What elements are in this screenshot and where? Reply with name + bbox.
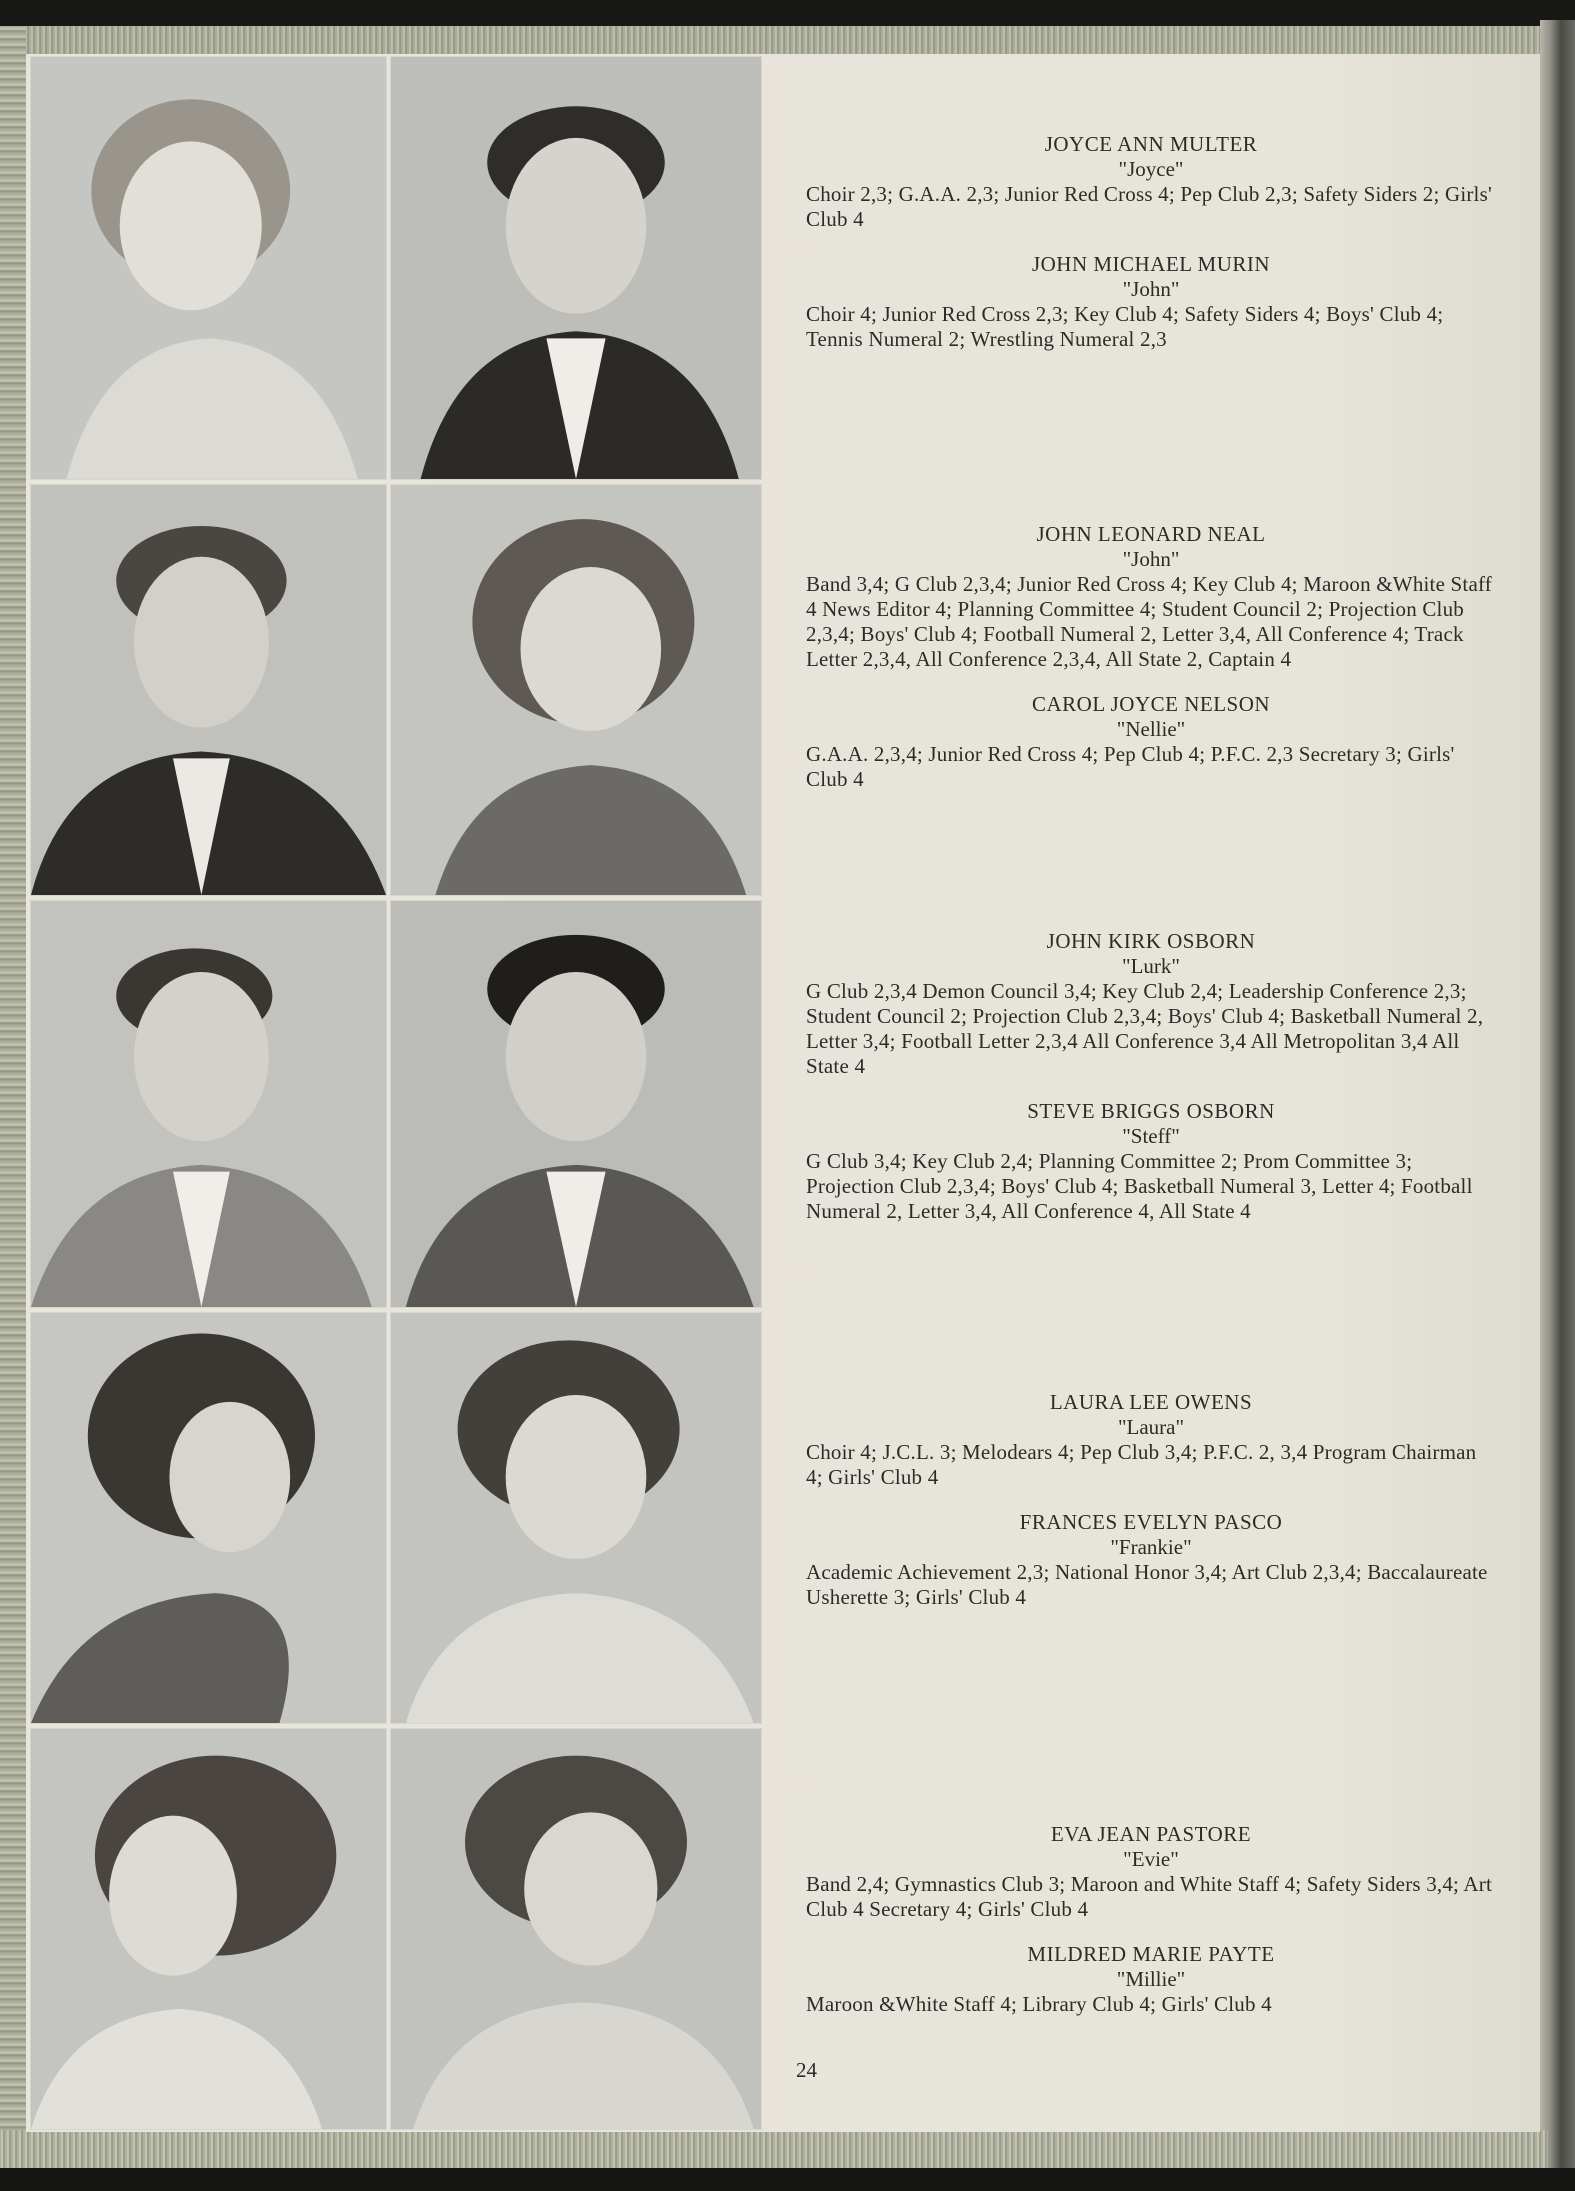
student-name: MILDRED MARIE PAYTE	[1027, 1942, 1275, 1966]
student-nickname: "John"	[1122, 547, 1180, 571]
student-entry	[806, 1510, 1496, 1610]
student-name: JOYCE ANN MULTER	[1044, 132, 1258, 156]
female-portrait-image	[31, 57, 386, 479]
portrait-photo	[30, 484, 387, 896]
book-bottom-edge	[0, 2168, 1575, 2191]
student-nickname: "Steff"	[1122, 1124, 1180, 1148]
portrait-photo	[390, 56, 762, 480]
portrait-photo	[390, 1728, 762, 2130]
yearbook-page	[26, 54, 1540, 2132]
student-nickname: "Joyce"	[1118, 157, 1184, 181]
student-name: JOHN LEONARD NEAL	[1036, 522, 1266, 546]
student-name: EVA JEAN PASTORE	[1050, 1822, 1252, 1846]
student-entry	[806, 692, 1496, 792]
student-name: CAROL JOYCE NELSON	[1031, 692, 1271, 716]
female-portrait-image	[391, 1729, 761, 2129]
student-activities: Choir 4; J.C.L. 3; Melodears 4; Pep Club 3,4; P.F.C. 2, 3,4 Program Chairman 4; Girls' Club 4	[806, 1440, 1477, 1489]
cloth-binding-left	[0, 26, 26, 2168]
male-portrait-image	[391, 57, 761, 479]
student-nickname: "John"	[1122, 277, 1180, 301]
female-portrait-image	[31, 1313, 386, 1723]
male-portrait-image	[31, 901, 386, 1307]
bio-group	[806, 1822, 1496, 2017]
student-nickname: "Lurk"	[1122, 954, 1180, 978]
student-activities: Maroon &White Staff 4; Library Club 4; Girls' Club 4	[806, 1992, 1272, 2016]
portrait-photo	[30, 1312, 387, 1724]
bio-group	[806, 522, 1496, 792]
spine-gutter	[1540, 20, 1575, 2170]
student-entry	[806, 1390, 1496, 1490]
student-name: LAURA LEE OWENS	[1049, 1390, 1253, 1414]
student-activities: Academic Achievement 2,3; National Honor 3,4; Art Club 2,3,4; Baccalaureate Usherette 3; Girls' Club 4	[806, 1560, 1488, 1609]
student-nickname: "Frankie"	[1110, 1535, 1192, 1559]
male-portrait-image	[391, 901, 761, 1307]
student-entry	[806, 929, 1496, 1079]
portrait-photo	[30, 1728, 387, 2130]
portrait-photo	[390, 484, 762, 896]
student-name: JOHN KIRK OSBORN	[1046, 929, 1256, 953]
portrait-photo	[390, 900, 762, 1308]
student-entry	[806, 1822, 1496, 1922]
student-activities: Choir 2,3; G.A.A. 2,3; Junior Red Cross 4; Pep Club 2,3; Safety Siders 2; Girls' Club 4	[806, 182, 1492, 231]
female-portrait-image	[391, 485, 761, 895]
female-portrait-image	[391, 1313, 761, 1723]
bio-group	[806, 1390, 1496, 1610]
student-nickname: "Millie"	[1116, 1967, 1186, 1991]
portrait-photo	[30, 900, 387, 1308]
male-portrait-image	[31, 485, 386, 895]
bio-group	[806, 132, 1496, 352]
student-entry	[806, 132, 1496, 232]
student-name: JOHN MICHAEL MURIN	[1031, 252, 1271, 276]
student-name: STEVE BRIGGS OSBORN	[1027, 1099, 1275, 1123]
student-nickname: "Laura"	[1117, 1415, 1185, 1439]
bio-group	[806, 929, 1496, 1224]
book-top-edge	[0, 0, 1575, 26]
student-entry	[806, 252, 1496, 352]
portrait-photo	[30, 56, 387, 480]
cloth-binding-bottom	[0, 2130, 1548, 2168]
student-activities: Band 3,4; G Club 2,3,4; Junior Red Cross 4; Key Club 4; Maroon &White Staff 4 News Editor 4; Planning Committee 4; Student Council 2; Projection Club 2,3,4; Boys' Club 4; Football Numeral 2, Letter 3,4, All Conference 4; Track Letter 2,3,4, All Conference 2,3,4, All State 2, Captain 4	[806, 572, 1492, 671]
page-number: 24	[796, 2058, 817, 2082]
cloth-binding-top	[0, 26, 1548, 56]
student-activities: G.A.A. 2,3,4; Junior Red Cross 4; Pep Club 4; P.F.C. 2,3 Secretary 3; Girls' Club 4	[806, 742, 1455, 791]
student-activities: G Club 2,3,4 Demon Council 3,4; Key Club 2,4; Leadership Conference 2,3; Student Council 2; Projection Club 2,3,4; Boys' Club 4; Basketball Numeral 2, Letter 3,4; Football Letter 2,3,4 All Conference 3,4 All Metropolitan 3,4 All State 4	[806, 979, 1484, 1078]
student-nickname: "Nellie"	[1116, 717, 1186, 741]
student-name: FRANCES EVELYN PASCO	[1019, 1510, 1283, 1534]
student-entry	[806, 1099, 1496, 1224]
student-activities: G Club 3,4; Key Club 2,4; Planning Committee 2; Prom Committee 3; Projection Club 2,3,4; Boys' Club 4; Basketball Numeral 3, Letter 4; Football Numeral 2, Letter 3,4, All Conference 4, All State 4	[806, 1149, 1473, 1223]
student-activities: Band 2,4; Gymnastics Club 3; Maroon and White Staff 4; Safety Siders 3,4; Art Club 4 Secretary 4; Girls' Club 4	[806, 1872, 1492, 1921]
student-entry	[806, 522, 1496, 672]
student-activities: Choir 4; Junior Red Cross 2,3; Key Club 4; Safety Siders 4; Boys' Club 4; Tennis Numeral 2; Wrestling Numeral 2,3	[806, 302, 1444, 351]
portrait-photo	[390, 1312, 762, 1724]
student-nickname: "Evie"	[1123, 1847, 1179, 1871]
student-entry	[806, 1942, 1496, 2017]
portrait-grid	[26, 54, 771, 2132]
female-portrait-image	[31, 1729, 386, 2129]
